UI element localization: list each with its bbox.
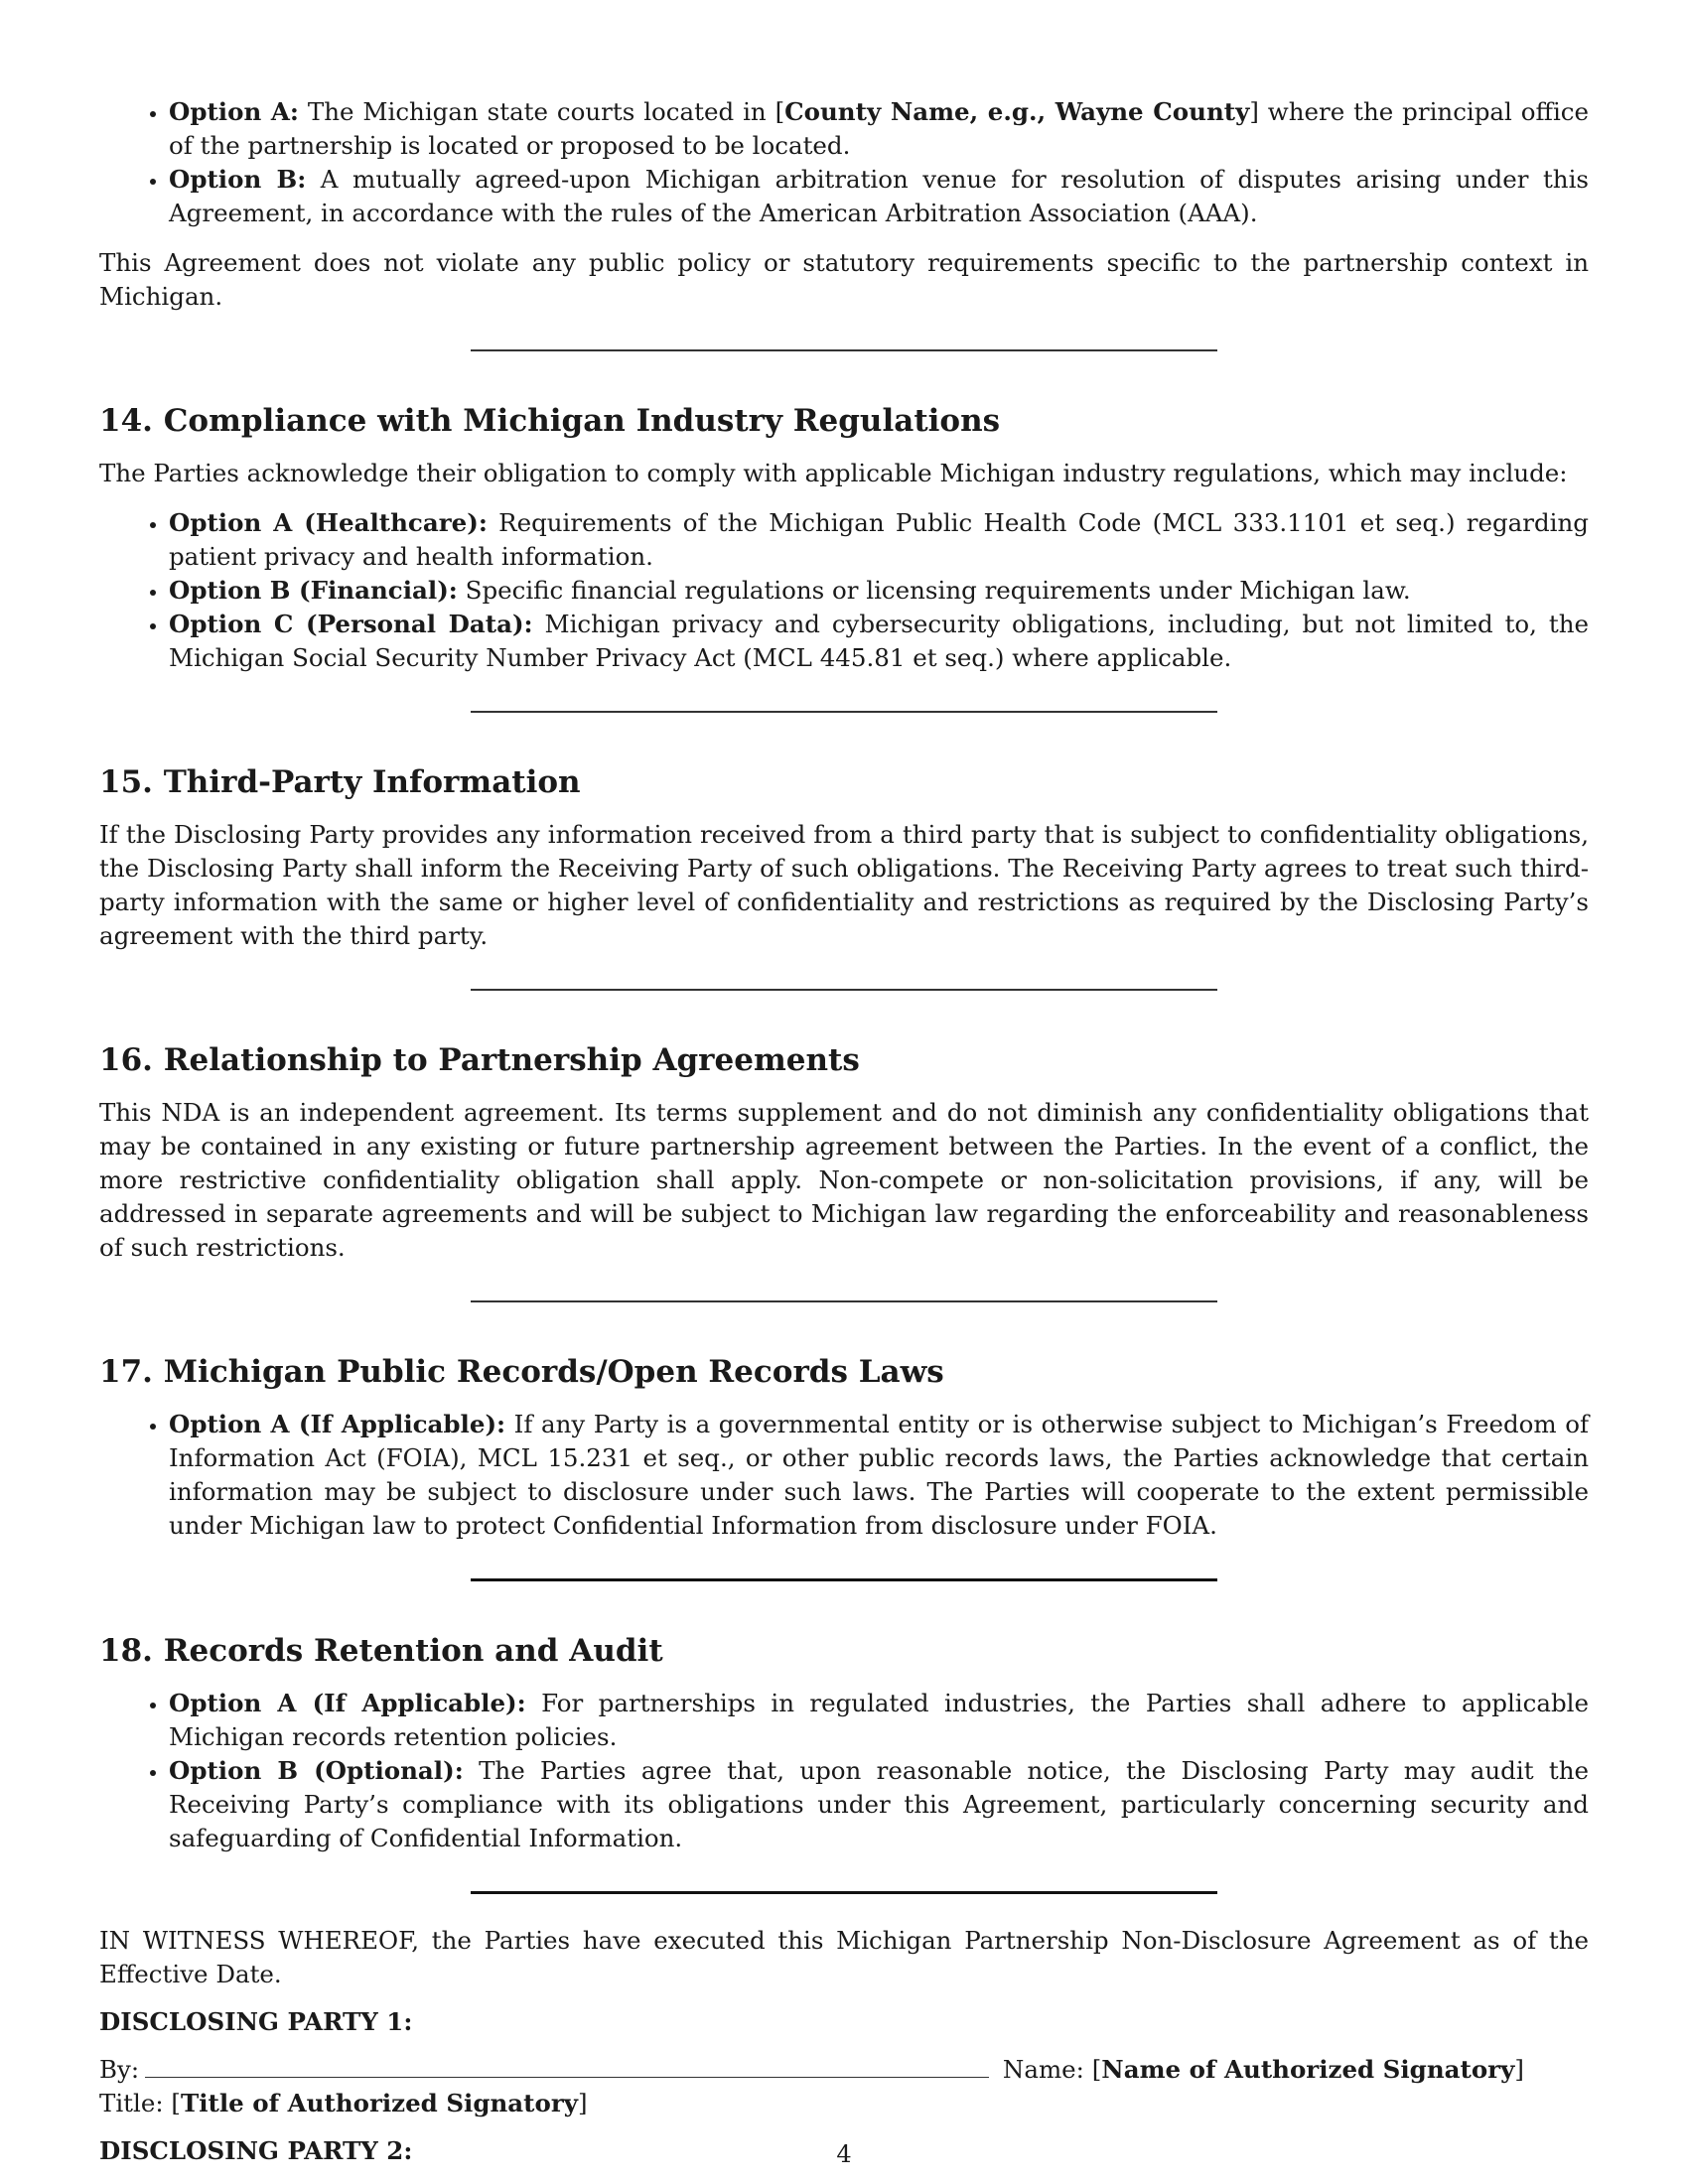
list-item: • Option C (Personal Data): Michigan privacy and cybersecurity obligations, including, but not limited to, the Michigan Social Security Number Privacy Act (MCL 445.81 et seq.) where applicable.	[169, 608, 1589, 675]
party1-label: DISCLOSING PARTY 1:	[99, 2007, 413, 2036]
name-placeholder: Name of Authorized Signatory	[1101, 2055, 1515, 2084]
document-page	[99, 95, 1589, 2182]
list-item: • Option A: The Michigan state courts located in [County Name, e.g., Wayne County] where the principal office of the partnership is located or proposed to be located.	[169, 95, 1589, 163]
section17-heading: 17. Michigan Public Records/Open Records Laws	[99, 1354, 944, 1390]
option-label: Option A:	[169, 97, 299, 126]
section16-heading: 16. Relationship to Partnership Agreements	[99, 1042, 860, 1078]
section18-heading: 18. Records Retention and Audit	[99, 1633, 663, 1669]
witness-clause: IN WITNESS WHEREOF, the Parties have executed this Michigan Partnership Non-Disclosure Agreement as of the Effective Date.	[99, 1926, 1589, 1988]
list-item: • Option A (If Applicable): If any Party is a governmental entity or is otherwise subject to Michigan’s Freedom of Information Act (FOIA), MCL 15.231 et seq., or other public records laws, the Parties acknowledge that certain information may be subject to disclosure under such laws. The Parties will cooperate to the extent permissible under Michigan law to protect Confidential Information from disclosure under FOIA.	[169, 1408, 1589, 1543]
list-item: • Option A (Healthcare): Requirements of the Michigan Public Health Code (MCL 333.1101 et seq.) regarding patient privacy and health information.	[169, 506, 1589, 574]
section14-intro: The Parties acknowledge their obligation to comply with applicable Michigan industry regulations, which may include:	[99, 459, 1568, 487]
section14-options	[99, 506, 1589, 675]
section18-options	[99, 1687, 1589, 1855]
section16-body: This NDA is an independent agreement. Its terms supplement and do not diminish any confidentiality obligations that may be contained in any existing or future partnership agreement between the Parties. In the event of a conflict, the more restrictive confidentiality obligation shall apply. Non-compete or non-solicitation provisions, if any, will be addressed in separate agreements and will be subject to Michigan law regarding the enforceability and reasonableness of such restrictions.	[99, 1098, 1589, 1262]
list-item: • Option B (Optional): The Parties agree that, upon reasonable notice, the Disclosing Party may audit the Receiving Party’s compliance with its obligations under this Agreement, particularly concerning security and safeguarding of Confidential Information.	[169, 1754, 1589, 1855]
section15-heading: 15. Third-Party Information	[99, 764, 581, 800]
section14-heading: 14. Compliance with Michigan Industry Regulations	[99, 403, 1001, 439]
list-item: • Option A (If Applicable): For partnerships in regulated industries, the Parties shall adhere to applicable Michigan records retention policies.	[169, 1687, 1589, 1754]
list-item: • Option B (Financial): Specific financial regulations or licensing requirements under Michigan law.	[169, 574, 1589, 608]
party1-signature-block: By: Name: [Name of Authorized Signatory] Title: [Title of Authorized Signatory]	[99, 2055, 1524, 2117]
section17-options	[99, 1408, 1589, 1543]
party2-label: DISCLOSING PARTY 2:	[99, 2136, 413, 2165]
page-number: 4	[836, 2140, 852, 2168]
option-label: Option B:	[169, 165, 307, 194]
list-item: • Option B: A mutually agreed-upon Michigan arbitration venue for resolution of disputes arising under this Agreement, in accordance with the rules of the American Arbitration Association (AAA).	[169, 163, 1589, 230]
section13-options	[99, 95, 1589, 230]
section15-body: If the Disclosing Party provides any information received from a third party that is subject to confidentiality obligations, the Disclosing Party shall inform the Receiving Party of such obligations. The Receiving Party agrees to treat such third-party information with the same or higher level of confidentiality and restrictions as required by the Disclosing Party’s agreement with the third party.	[99, 820, 1589, 950]
signature-line[interactable]	[145, 2055, 989, 2078]
title-placeholder: Title of Authorized Signatory	[180, 2089, 578, 2117]
section13-closing: This Agreement does not violate any public policy or statutory requirements specific to the partnership context in Michigan.	[99, 248, 1589, 311]
